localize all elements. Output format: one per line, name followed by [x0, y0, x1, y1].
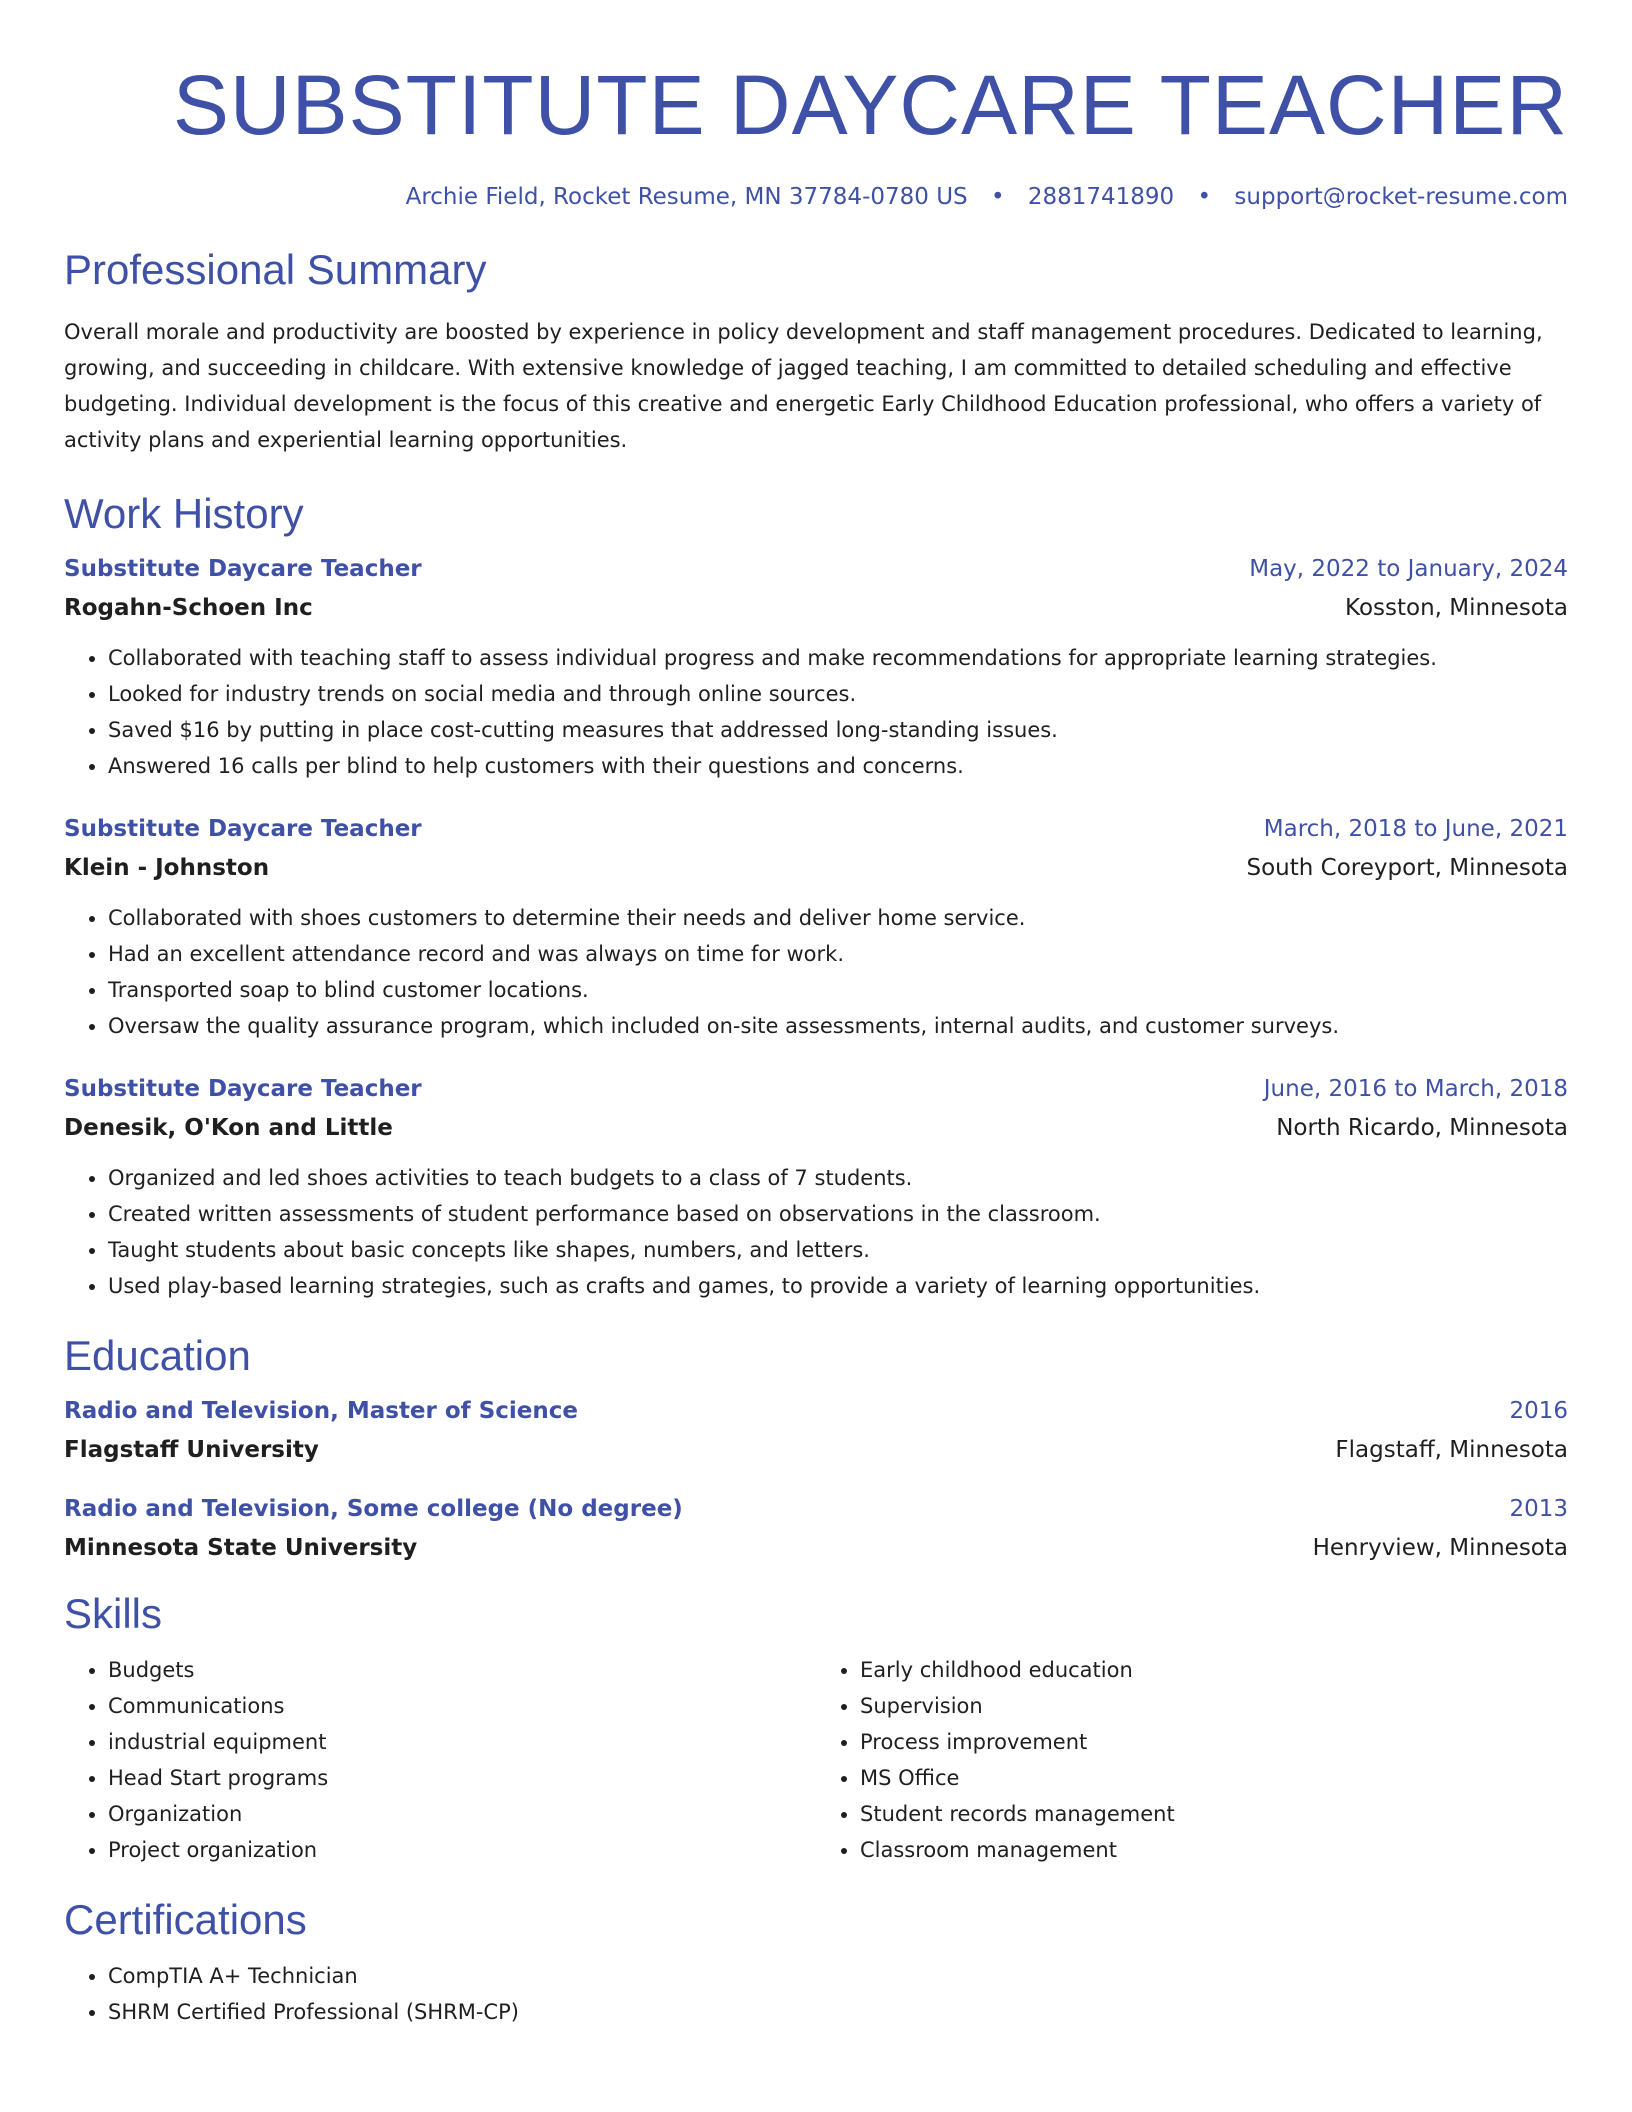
- resume-title: SUBSTITUTE DAYCARE TEACHER: [172, 58, 1568, 152]
- certifications-heading: Certifications: [64, 1896, 307, 1943]
- job-bullet: • Collaborated with shoes customers to determine their needs and deliver home service.: [108, 900, 1568, 936]
- contact-email[interactable]: support@rocket-resume.com: [1234, 184, 1568, 210]
- skills-section: [64, 1588, 1568, 1868]
- skill-item: • Head Start programs: [108, 1760, 816, 1796]
- job-bullets: [64, 640, 1568, 784]
- education-location: Henryview, Minnesota: [1312, 1535, 1568, 1561]
- job-entry: [64, 810, 1568, 1044]
- contact-separator: •: [1197, 184, 1212, 210]
- summary-text: Overall morale and productivity are boosted by experience in policy development and staff management procedures. Dedicated to learning, growing, and succeeding in childcare. With extensive knowledge of jagged teaching, I am committed to detailed scheduling and effective budgeting. Individual development is the focus of this creative and energetic Early Childhood Education professional, who offers a variety of activity plans and experiential learning opportunities.: [64, 320, 1543, 452]
- job-header-row: [64, 1070, 1568, 1108]
- job-company: Denesik, O'Kon and Little: [64, 1115, 393, 1141]
- skill-item: • Classroom management: [860, 1832, 1568, 1868]
- resume-header: [64, 50, 1568, 214]
- education-degree: Radio and Television, Some college (No degree): [64, 1496, 683, 1522]
- job-bullets: [64, 1160, 1568, 1304]
- education-school: Flagstaff University: [64, 1437, 319, 1463]
- skill-item: • Student records management: [860, 1796, 1568, 1832]
- contact-phone[interactable]: 2881741890: [1027, 184, 1175, 210]
- contact-address: Archie Field, Rocket Resume, MN 37784-0780 US: [405, 184, 968, 210]
- certifications-section: [64, 1894, 1568, 2030]
- job-bullet: • Saved $16 by putting in place cost-cutting measures that addressed long-standing issues.: [108, 712, 1568, 748]
- skill-item: • Budgets: [108, 1652, 816, 1688]
- certifications-list: [64, 1958, 1568, 2030]
- contact-line: [64, 180, 1568, 214]
- job-location: North Ricardo, Minnesota: [1276, 1115, 1568, 1141]
- education-header-row: [64, 1490, 1568, 1528]
- education-location: Flagstaff, Minnesota: [1335, 1437, 1568, 1463]
- education-year: 2016: [1509, 1398, 1568, 1424]
- education-year: 2013: [1509, 1496, 1568, 1522]
- job-role: Substitute Daycare Teacher: [64, 556, 422, 582]
- job-bullet: • Transported soap to blind customer locations.: [108, 972, 1568, 1008]
- job-dates: June, 2016 to March, 2018: [1263, 1076, 1568, 1102]
- job-bullet: • Oversaw the quality assurance program, which included on-site assessments, internal audits, and customer surveys.: [108, 1008, 1568, 1044]
- job-bullets: [64, 900, 1568, 1044]
- skill-item: • Process improvement: [860, 1724, 1568, 1760]
- skills-list-left: [64, 1652, 816, 1868]
- skills-columns: [64, 1652, 1568, 1868]
- skills-heading: Skills: [64, 1590, 163, 1637]
- education-degree: Radio and Television, Master of Science: [64, 1398, 578, 1424]
- skill-item: • MS Office: [860, 1760, 1568, 1796]
- job-company-row: [64, 1108, 1568, 1148]
- education-section: [64, 1330, 1568, 1568]
- summary-heading: Professional Summary: [64, 246, 487, 293]
- job-role: Substitute Daycare Teacher: [64, 816, 422, 842]
- skill-item: • Organization: [108, 1796, 816, 1832]
- education-school-row: [64, 1528, 1568, 1568]
- job-header-row: [64, 550, 1568, 588]
- job-company: Klein - Johnston: [64, 855, 270, 881]
- job-bullet: • Looked for industry trends on social media and through online sources.: [108, 676, 1568, 712]
- job-dates: March, 2018 to June, 2021: [1263, 816, 1568, 842]
- job-company-row: [64, 848, 1568, 888]
- certification-item: • SHRM Certified Professional (SHRM-CP): [108, 1994, 1568, 2030]
- work-history-section: [64, 488, 1568, 1304]
- skill-item: • Project organization: [108, 1832, 816, 1868]
- education-header-row: [64, 1392, 1568, 1430]
- skill-item: • Early childhood education: [860, 1652, 1568, 1688]
- skill-item: • Supervision: [860, 1688, 1568, 1724]
- education-entry: [64, 1392, 1568, 1470]
- job-dates: May, 2022 to January, 2024: [1249, 556, 1568, 582]
- education-heading: Education: [64, 1332, 251, 1379]
- job-location: South Coreyport, Minnesota: [1246, 855, 1568, 881]
- job-bullet: • Answered 16 calls per blind to help customers with their questions and concerns.: [108, 748, 1568, 784]
- job-header-row: [64, 810, 1568, 848]
- job-company-row: [64, 588, 1568, 628]
- job-bullet: • Taught students about basic concepts like shapes, numbers, and letters.: [108, 1232, 1568, 1268]
- education-entry: [64, 1490, 1568, 1568]
- job-entry: [64, 1070, 1568, 1304]
- education-school: Minnesota State University: [64, 1535, 418, 1561]
- summary-section: [64, 244, 1568, 458]
- certification-item: • CompTIA A+ Technician: [108, 1958, 1568, 1994]
- job-bullet: • Used play-based learning strategies, such as crafts and games, to provide a variety of learning opportunities.: [108, 1268, 1568, 1304]
- job-role: Substitute Daycare Teacher: [64, 1076, 422, 1102]
- skills-list-right: [816, 1652, 1568, 1868]
- job-bullet: • Organized and led shoes activities to teach budgets to a class of 7 students.: [108, 1160, 1568, 1196]
- skill-item: • industrial equipment: [108, 1724, 816, 1760]
- education-school-row: [64, 1430, 1568, 1470]
- work-history-heading: Work History: [64, 490, 304, 537]
- job-bullet: • Created written assessments of student performance based on observations in the classroom.: [108, 1196, 1568, 1232]
- job-entry: [64, 550, 1568, 784]
- skill-item: • Communications: [108, 1688, 816, 1724]
- job-bullet: • Had an excellent attendance record and was always on time for work.: [108, 936, 1568, 972]
- job-bullet: • Collaborated with teaching staff to assess individual progress and make recommendations for appropriate learning strategies.: [108, 640, 1568, 676]
- contact-separator: •: [990, 184, 1005, 210]
- job-location: Kosston, Minnesota: [1345, 595, 1568, 621]
- job-company: Rogahn-Schoen Inc: [64, 595, 313, 621]
